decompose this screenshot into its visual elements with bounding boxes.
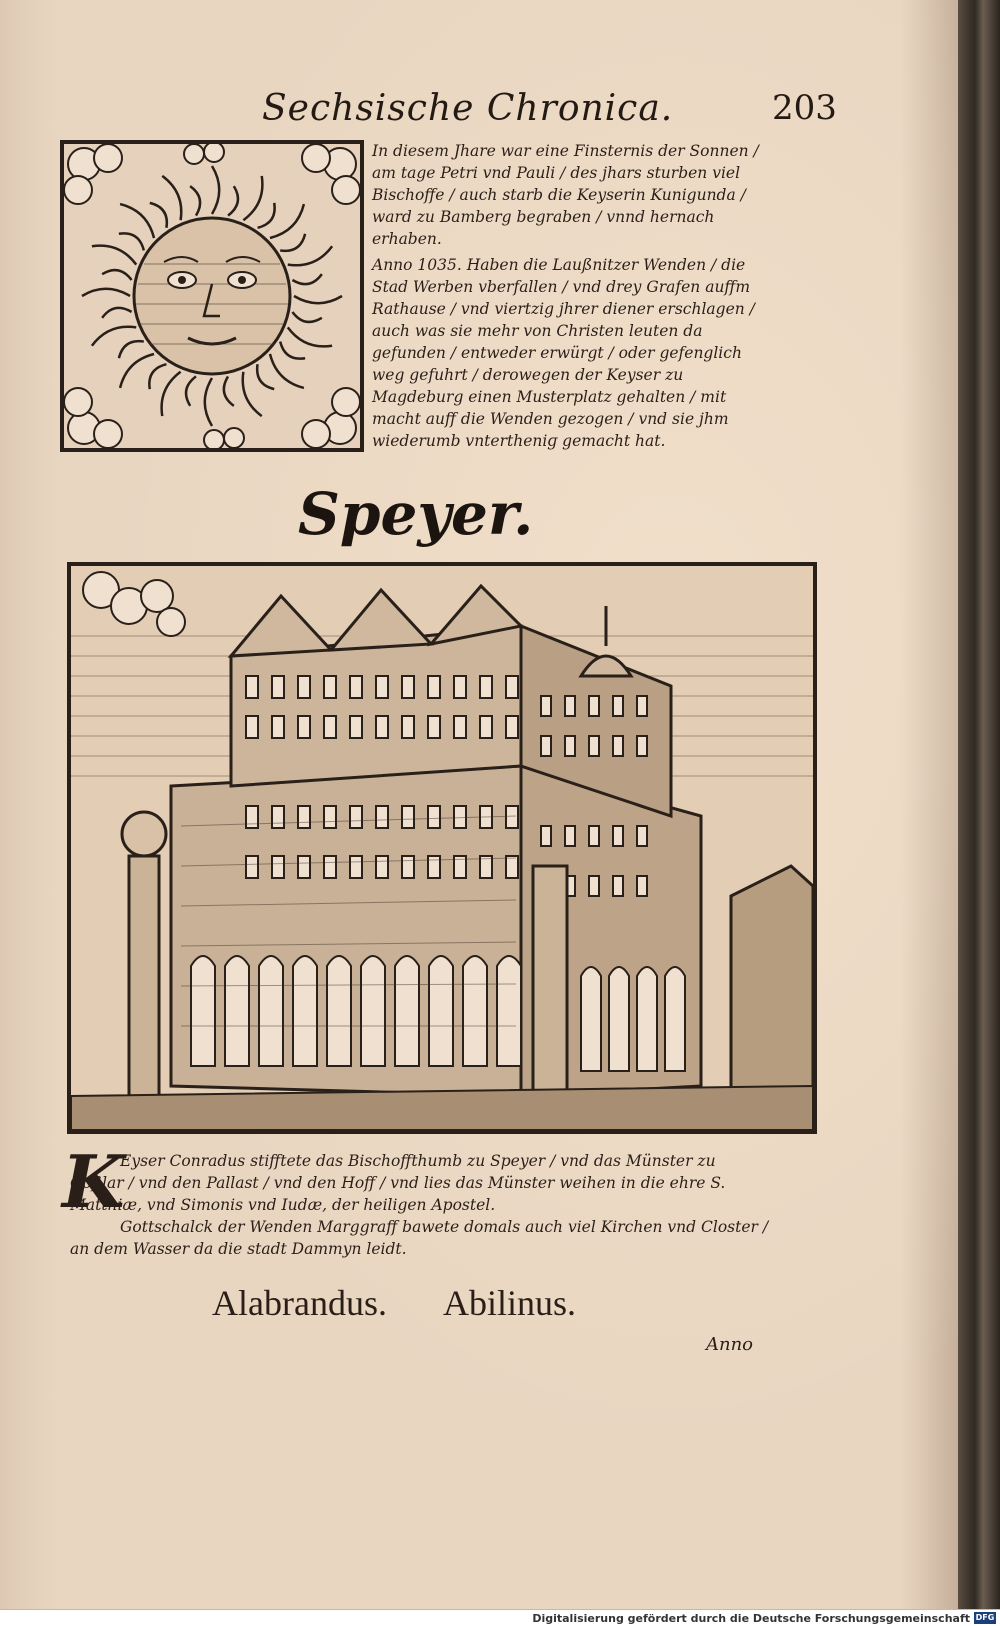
dfg-logo: DFG xyxy=(975,1613,995,1622)
page-number: 203 xyxy=(772,88,837,128)
sun-woodcut xyxy=(60,140,364,452)
drop-cap: K xyxy=(62,1139,125,1224)
section-title: Speyer. xyxy=(298,480,534,548)
name-alabrandus: Alabrandus. xyxy=(212,1283,387,1323)
footer-text: Digitalisierung gefördert durch die Deutsche Forschungsgemeinschaft xyxy=(532,1612,970,1625)
sun-face-icon xyxy=(64,144,360,448)
paragraph-anno-1035: Anno 1035. Haben die Laußnitzer Wenden / die Stad Werben vberfallen / vnd drey Grafen auffm Rathause / vnd viertzig jhrer diener erschlagen / auch was sie mehr von Christen leuten da gefunden / entweder erwürgt / oder gefenglich weg gefuhrt / derowegen der Keyser zu Magdeburg einen Musterplatz gehalten / mit macht auff die Wenden gezogen / vnd sie jhm wiederumb vntertheniɡ gemacht hat. xyxy=(372,256,755,450)
text-section-1 xyxy=(372,140,772,452)
text-section-2 xyxy=(70,1150,770,1260)
building-woodcut xyxy=(67,562,817,1134)
paragraph-conradus: Eyser Conradus stifftete das Bischoffthumb zu Speyer / vnd das Münster zu Goßlar / vnd den Pallast / vnd den Hoff / vnd lies das Münster weihen in die ehre S. Matthiæ, vnd Simonis vnd Iudæ, der heiligen Apostel. xyxy=(70,1152,726,1214)
catchword: Anno xyxy=(706,1334,754,1355)
paragraph-gottschalck: Gottschalck der Wenden Marggraff bawete domals auch viel Kirchen vnd Closter / an dem Wasser da die stadt Dammyn leidt. xyxy=(70,1218,769,1258)
bishop-names xyxy=(212,1282,632,1324)
name-abilinus: Abilinus. xyxy=(442,1283,576,1323)
book-edge xyxy=(958,0,1000,1610)
cathedral-building-icon xyxy=(71,566,813,1130)
running-head: Sechsische Chronica. xyxy=(262,88,674,129)
footer-bar xyxy=(0,1609,1000,1626)
paragraph-eclipse: In diesem Jhare war eine Finsternis der Sonnen / am tage Petri vnd Pauli / des jhars sturben viel Bischoffe / auch starb die Keyserin Kunigunda / ward zu Bamberg begraben / vnnd hernach erhaben. xyxy=(372,142,759,248)
